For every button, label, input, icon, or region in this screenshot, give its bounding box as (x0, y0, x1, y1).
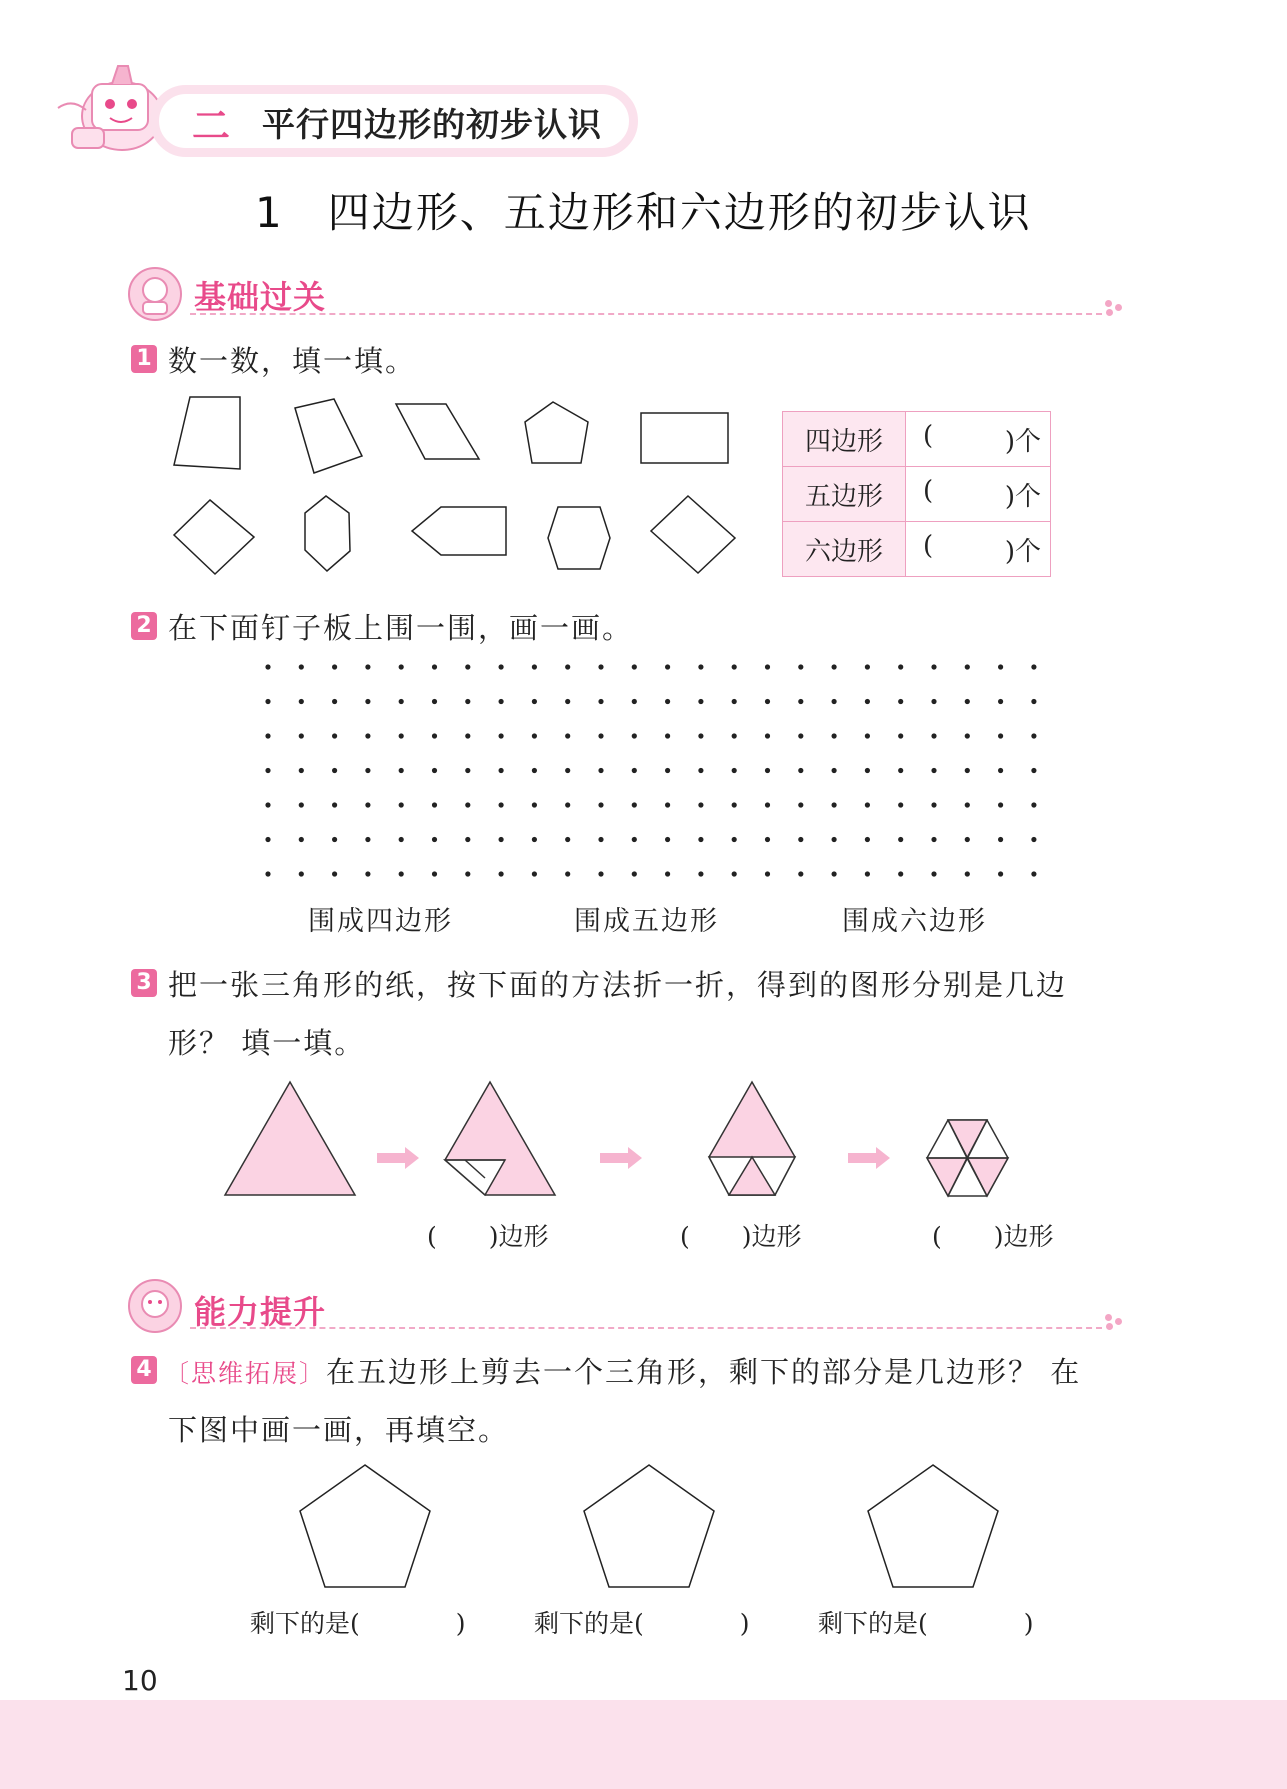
pentagon-shape (584, 1465, 714, 1587)
peg-dot[interactable] (998, 733, 1003, 738)
pentagon-diagrams[interactable] (290, 1460, 1030, 1595)
peg-dot[interactable] (532, 733, 537, 738)
peg-dot[interactable] (332, 837, 337, 842)
peg-dot[interactable] (865, 802, 870, 807)
peg-dot[interactable] (399, 664, 404, 669)
peg-dot[interactable] (665, 768, 670, 773)
peg-dot[interactable] (432, 699, 437, 704)
peg-dot[interactable] (1031, 802, 1036, 807)
peg-dot[interactable] (832, 871, 837, 876)
peg-dot[interactable] (565, 733, 570, 738)
peg-dot[interactable] (565, 871, 570, 876)
peg-dot[interactable] (299, 664, 304, 669)
peg-dot[interactable] (332, 768, 337, 773)
divider-dot (1105, 300, 1112, 307)
peg-dot[interactable] (665, 733, 670, 738)
pegboard-label: 围成六边形 (842, 906, 987, 937)
peg-dot[interactable] (399, 837, 404, 842)
peg-dot[interactable] (532, 871, 537, 876)
peg-dot[interactable] (332, 802, 337, 807)
peg-dot[interactable] (698, 768, 703, 773)
answer-blank[interactable]: 剩下的是( ) (818, 1609, 1034, 1638)
peg-dot[interactable] (632, 733, 637, 738)
peg-dot[interactable] (365, 768, 370, 773)
arrow-icon (600, 1147, 642, 1169)
pentagon-shape (525, 402, 588, 463)
peg-dot[interactable] (898, 733, 903, 738)
peg-dot[interactable] (465, 871, 470, 876)
section-divider (190, 313, 1102, 315)
peg-dot[interactable] (565, 768, 570, 773)
answer-cell[interactable]: ( )个 (906, 467, 1051, 522)
peg-dot[interactable] (832, 837, 837, 842)
peg-dot[interactable] (332, 733, 337, 738)
peg-dot[interactable] (732, 733, 737, 738)
peg-dot[interactable] (432, 871, 437, 876)
pentagon-shape (412, 507, 506, 555)
peg-dot[interactable] (598, 664, 603, 669)
peg-dot[interactable] (931, 871, 936, 876)
pegboard-label: 围成四边形 (308, 906, 453, 937)
peg-dot[interactable] (598, 733, 603, 738)
peg-dot[interactable] (565, 802, 570, 807)
page-number: 10 (122, 1664, 158, 1697)
question-text: 在下面钉子板上围一围，画一画。 (168, 611, 634, 645)
peg-dot[interactable] (698, 664, 703, 669)
peg-dot[interactable] (931, 733, 936, 738)
pegboard-label: 围成五边形 (574, 906, 719, 937)
peg-dot[interactable] (598, 871, 603, 876)
peg-dot[interactable] (432, 733, 437, 738)
peg-dot[interactable] (632, 768, 637, 773)
peg-dot[interactable] (765, 664, 770, 669)
peg-dot[interactable] (998, 664, 1003, 669)
peg-dot[interactable] (299, 768, 304, 773)
table-row (783, 467, 1051, 522)
peg-dot[interactable] (931, 699, 936, 704)
divider-dot (1106, 309, 1113, 316)
peg-dot[interactable] (765, 837, 770, 842)
peg-dot[interactable] (332, 664, 337, 669)
table-label: 四边形 (783, 412, 906, 467)
peg-dot[interactable] (432, 664, 437, 669)
peg-dot[interactable] (765, 733, 770, 738)
peg-dot[interactable] (598, 802, 603, 807)
peg-dot[interactable] (832, 768, 837, 773)
parallelogram-shape (396, 404, 479, 459)
section-divider (190, 1327, 1102, 1329)
peg-dot[interactable] (665, 699, 670, 704)
lesson-title: 1 四边形、五边形和六边形的初步认识 (255, 188, 1032, 237)
quadrilateral-shape (651, 496, 735, 573)
peg-dot[interactable] (865, 768, 870, 773)
section-title-advanced: 能力提升 (194, 1293, 327, 1331)
peg-dot[interactable] (632, 664, 637, 669)
question-number: 1 (131, 345, 157, 373)
peg-dot[interactable] (665, 871, 670, 876)
peg-dot[interactable] (299, 871, 304, 876)
peg-dot[interactable] (432, 802, 437, 807)
peg-dot[interactable] (432, 768, 437, 773)
peg-dot[interactable] (998, 768, 1003, 773)
peg-dot[interactable] (565, 837, 570, 842)
peg-dot[interactable] (865, 871, 870, 876)
peg-dot[interactable] (798, 664, 803, 669)
peg-dot[interactable] (499, 699, 504, 704)
question-text: 〔思维拓展〕在五边形上剪去一个三角形，剩下的部分是几边形？ 在 (164, 1355, 1082, 1389)
table-row (783, 412, 1051, 467)
answer-blank[interactable]: 剩下的是( ) (250, 1609, 466, 1638)
peg-dot[interactable] (465, 802, 470, 807)
peg-dot[interactable] (832, 699, 837, 704)
peg-dot[interactable] (265, 664, 270, 669)
peg-dot[interactable] (1031, 733, 1036, 738)
rectangle-shape (641, 413, 728, 463)
peg-dot[interactable] (998, 802, 1003, 807)
peg-dot[interactable] (465, 699, 470, 704)
peg-dot[interactable] (698, 733, 703, 738)
question-text: 数一数，填一填。 (168, 344, 417, 378)
peg-dot[interactable] (965, 733, 970, 738)
peg-dot[interactable] (532, 664, 537, 669)
peg-dot[interactable] (898, 871, 903, 876)
peg-dot[interactable] (865, 733, 870, 738)
quadrilateral-shape (295, 399, 362, 473)
quadrilateral-shape (174, 397, 240, 469)
peg-dot[interactable] (598, 768, 603, 773)
peg-dot[interactable] (965, 699, 970, 704)
peg-dot[interactable] (865, 699, 870, 704)
hexagon-shape (548, 507, 610, 569)
peg-dot[interactable] (798, 733, 803, 738)
peg-dot[interactable] (998, 837, 1003, 842)
section-badge-icon (127, 1278, 183, 1334)
peg-dot[interactable] (632, 837, 637, 842)
peg-dot[interactable] (265, 768, 270, 773)
peg-dot[interactable] (965, 837, 970, 842)
peg-dot[interactable] (898, 768, 903, 773)
peg-dot[interactable] (399, 802, 404, 807)
peg-dot[interactable] (865, 664, 870, 669)
peg-dot[interactable] (299, 837, 304, 842)
peg-dot[interactable] (432, 837, 437, 842)
peg-dot[interactable] (798, 768, 803, 773)
peg-dot[interactable] (632, 871, 637, 876)
peg-dot[interactable] (765, 699, 770, 704)
peg-dot[interactable] (365, 664, 370, 669)
peg-dot[interactable] (365, 733, 370, 738)
peg-dot[interactable] (632, 699, 637, 704)
peg-dot[interactable] (898, 699, 903, 704)
peg-dot[interactable] (499, 837, 504, 842)
peg-dot[interactable] (265, 733, 270, 738)
peg-dot[interactable] (1031, 837, 1036, 842)
peg-dot[interactable] (1031, 699, 1036, 704)
peg-dot[interactable] (732, 699, 737, 704)
peg-dot[interactable] (832, 664, 837, 669)
peg-dot[interactable] (732, 837, 737, 842)
hexagon-shape (305, 496, 350, 571)
peg-dot[interactable] (265, 837, 270, 842)
peg-dot[interactable] (765, 768, 770, 773)
peg-dot[interactable] (265, 802, 270, 807)
peg-dot[interactable] (1031, 871, 1036, 876)
peg-dot[interactable] (532, 837, 537, 842)
peg-dot[interactable] (365, 871, 370, 876)
peg-dot[interactable] (665, 802, 670, 807)
peg-dot[interactable] (998, 699, 1003, 704)
peg-dot[interactable] (465, 664, 470, 669)
peg-dot[interactable] (332, 871, 337, 876)
table-label: 五边形 (783, 467, 906, 522)
peg-dot[interactable] (698, 699, 703, 704)
peg-dot[interactable] (898, 802, 903, 807)
divider-dot (1115, 304, 1122, 311)
peg-dot[interactable] (465, 837, 470, 842)
chapter-title: 平行四边形的初步认识 (262, 105, 602, 144)
section-title-basic: 基础过关 (194, 278, 327, 316)
peg-dot[interactable] (732, 802, 737, 807)
question-tag: 〔思维拓展〕 (164, 1359, 327, 1388)
peg-dot[interactable] (732, 871, 737, 876)
peg-dot[interactable] (399, 768, 404, 773)
peg-dot[interactable] (365, 802, 370, 807)
peg-dot[interactable] (798, 837, 803, 842)
footer-band (0, 1700, 1287, 1789)
peg-dot[interactable] (499, 733, 504, 738)
peg-dot[interactable] (698, 871, 703, 876)
peg-dot[interactable] (832, 733, 837, 738)
peg-dot[interactable] (499, 802, 504, 807)
peg-dot[interactable] (965, 871, 970, 876)
peg-dot[interactable] (898, 664, 903, 669)
peg-dot[interactable] (865, 837, 870, 842)
peg-dot[interactable] (698, 837, 703, 842)
peg-dot[interactable] (499, 768, 504, 773)
peg-dot[interactable] (299, 733, 304, 738)
peg-dot[interactable] (532, 802, 537, 807)
peg-dot[interactable] (965, 802, 970, 807)
pegboard[interactable] (258, 655, 1048, 885)
peg-dot[interactable] (399, 699, 404, 704)
peg-dot[interactable] (565, 664, 570, 669)
peg-dot[interactable] (798, 802, 803, 807)
peg-dot[interactable] (931, 837, 936, 842)
peg-dot[interactable] (532, 699, 537, 704)
divider-dot (1106, 1323, 1113, 1330)
peg-dot[interactable] (465, 768, 470, 773)
pentagon-shape (868, 1465, 998, 1587)
peg-dot[interactable] (465, 733, 470, 738)
peg-dot[interactable] (499, 871, 504, 876)
peg-dot[interactable] (732, 768, 737, 773)
divider-dot (1115, 1318, 1122, 1325)
peg-dot[interactable] (898, 837, 903, 842)
count-table (782, 411, 1051, 577)
peg-dot[interactable] (598, 837, 603, 842)
table-row (783, 522, 1051, 577)
section-badge-icon (127, 266, 183, 322)
peg-dot[interactable] (365, 699, 370, 704)
peg-dot[interactable] (1031, 768, 1036, 773)
peg-dot[interactable] (565, 699, 570, 704)
peg-dot[interactable] (931, 768, 936, 773)
peg-dot[interactable] (998, 871, 1003, 876)
question-text: 形？ 填一填。 (168, 1026, 366, 1060)
peg-dot[interactable] (332, 699, 337, 704)
peg-dot[interactable] (265, 699, 270, 704)
pentagon-shape (300, 1465, 430, 1587)
answer-cell[interactable]: ( )个 (906, 522, 1051, 577)
question-number: 3 (131, 969, 157, 997)
peg-dot[interactable] (965, 768, 970, 773)
peg-dot[interactable] (265, 871, 270, 876)
peg-dot[interactable] (598, 699, 603, 704)
triangle-shape (225, 1082, 355, 1195)
peg-dot[interactable] (499, 664, 504, 669)
question-text: 下图中画一画，再填空。 (168, 1413, 510, 1447)
peg-dot[interactable] (632, 802, 637, 807)
answer-blank[interactable]: 剩下的是( ) (534, 1609, 750, 1638)
folding-diagram (215, 1070, 1075, 1205)
table-label: 六边形 (783, 522, 906, 577)
arrow-icon (377, 1147, 419, 1169)
peg-dot[interactable] (798, 699, 803, 704)
answer-blank[interactable]: ( )边形 (680, 1222, 802, 1251)
peg-dot[interactable] (532, 768, 537, 773)
peg-dot[interactable] (399, 733, 404, 738)
q1-shapes (160, 385, 760, 585)
peg-dot[interactable] (665, 837, 670, 842)
quadrilateral-shape (174, 500, 254, 574)
question-number: 4 (131, 1356, 157, 1384)
peg-dot[interactable] (832, 802, 837, 807)
peg-dot[interactable] (798, 871, 803, 876)
answer-blank[interactable]: ( )边形 (427, 1222, 549, 1251)
peg-dot[interactable] (698, 802, 703, 807)
peg-dot[interactable] (1031, 664, 1036, 669)
question-text: 把一张三角形的纸，按下面的方法折一折，得到的图形分别是几边 (168, 968, 1068, 1002)
answer-blank[interactable]: ( )边形 (932, 1222, 1054, 1251)
peg-dot[interactable] (765, 802, 770, 807)
peg-dot[interactable] (299, 802, 304, 807)
peg-dot[interactable] (399, 871, 404, 876)
chapter-number: 二 (192, 104, 231, 148)
peg-dot[interactable] (931, 664, 936, 669)
peg-dot[interactable] (965, 664, 970, 669)
answer-cell[interactable]: ( )个 (906, 412, 1051, 467)
peg-dot[interactable] (765, 871, 770, 876)
peg-dot[interactable] (365, 837, 370, 842)
divider-dot (1105, 1314, 1112, 1321)
peg-dot[interactable] (665, 664, 670, 669)
peg-dot[interactable] (931, 802, 936, 807)
arrow-icon (848, 1147, 890, 1169)
peg-dot[interactable] (732, 664, 737, 669)
peg-dot[interactable] (299, 699, 304, 704)
question-number: 2 (131, 612, 157, 640)
